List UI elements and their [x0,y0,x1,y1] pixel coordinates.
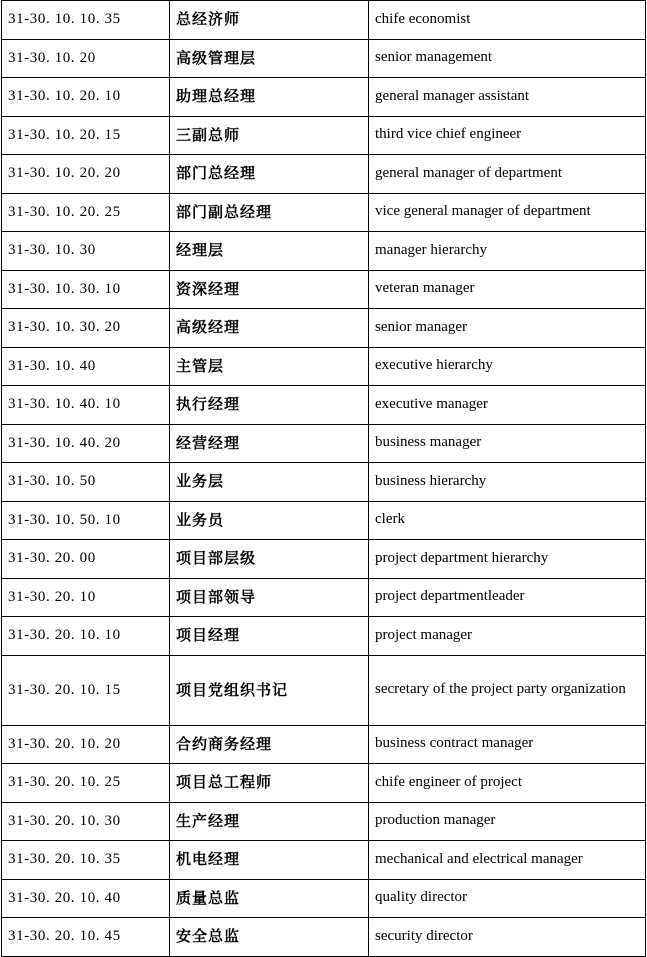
cell-english-term [369,155,646,194]
table-row [2,501,646,540]
cell-english-term [369,424,646,463]
english-text: project departmentleader [375,588,525,605]
english-text: quality director [375,889,468,906]
english-text: chife economist [375,10,471,27]
english-text: senior manager [375,318,468,335]
classification-code-table [1,0,646,957]
table-row [2,116,646,155]
english-text: chife engineer of project [375,773,523,790]
english-text: general manager of department [375,164,562,181]
cell-chinese-term: 助理总经理 [170,78,369,117]
english-text: mechanical and electrical manager [375,850,583,867]
english-text: executive manager [375,395,488,412]
english-text: business contract manager [375,735,534,752]
table-row [2,78,646,117]
cell-english-term [369,309,646,348]
cell-code: 31-30. 20. 10. 10 [2,617,170,656]
table-row [2,725,646,764]
english-text: executive hierarchy [375,357,493,374]
cell-chinese-term: 主管层 [170,347,369,386]
table-row [2,578,646,617]
cell-english-term [369,1,646,40]
english-text: third vice chief engineer [375,126,522,143]
cell-english-term [369,617,646,656]
table-row [2,1,646,40]
cell-code: 31-30. 10. 40. 10 [2,386,170,425]
cell-chinese-term: 安全总监 [170,918,369,957]
cell-chinese-term: 生产经理 [170,802,369,841]
table-row [2,841,646,880]
cell-english-term [369,802,646,841]
table-row [2,270,646,309]
english-text: vice general manager of department [375,203,591,220]
cell-chinese-term: 高级经理 [170,309,369,348]
cell-chinese-term: 资深经理 [170,270,369,309]
cell-english-term [369,578,646,617]
english-text: project department hierarchy [375,549,549,566]
cell-code: 31-30. 10. 40 [2,347,170,386]
english-text: secretary of the project party organization [375,681,626,698]
table-row [2,39,646,78]
cell-chinese-term: 三副总师 [170,116,369,155]
cell-code: 31-30. 10. 20 [2,39,170,78]
cell-english-term [369,270,646,309]
table-row [2,764,646,803]
cell-chinese-term: 业务员 [170,501,369,540]
cell-chinese-term: 项目部领导 [170,578,369,617]
cell-code: 31-30. 10. 40. 20 [2,424,170,463]
english-text: business manager [375,434,482,451]
cell-chinese-term: 部门副总经理 [170,193,369,232]
cell-code: 31-30. 10. 30. 20 [2,309,170,348]
cell-code: 31-30. 10. 10. 35 [2,1,170,40]
cell-english-term [369,725,646,764]
cell-chinese-term: 项目总工程师 [170,764,369,803]
cell-code: 31-30. 10. 50 [2,463,170,502]
table-row [2,918,646,957]
table-row [2,386,646,425]
table-row [2,463,646,502]
cell-code: 31-30. 20. 10. 45 [2,918,170,957]
cell-code: 31-30. 20. 10. 15 [2,655,170,725]
table-row [2,155,646,194]
table-row [2,309,646,348]
english-text: senior management [375,49,493,66]
cell-english-term [369,78,646,117]
table-row [2,347,646,386]
cell-chinese-term: 质量总监 [170,879,369,918]
table-row [2,232,646,271]
cell-code: 31-30. 10. 20. 10 [2,78,170,117]
cell-english-term [369,193,646,232]
cell-english-term [369,879,646,918]
cell-code: 31-30. 10. 20. 20 [2,155,170,194]
english-text: production manager [375,812,496,829]
cell-english-term [369,501,646,540]
table-row [2,617,646,656]
cell-chinese-term: 项目党组织书记 [170,655,369,725]
cell-code: 31-30. 10. 30 [2,232,170,271]
cell-code: 31-30. 10. 50. 10 [2,501,170,540]
cell-code: 31-30. 20. 00 [2,540,170,579]
english-text: manager hierarchy [375,241,488,258]
cell-english-term [369,386,646,425]
cell-english-term [369,655,646,725]
cell-chinese-term: 业务层 [170,463,369,502]
english-text: business hierarchy [375,472,487,489]
cell-chinese-term: 经营经理 [170,424,369,463]
cell-chinese-term: 部门总经理 [170,155,369,194]
cell-code: 31-30. 10. 30. 10 [2,270,170,309]
english-text: security director [375,927,473,944]
cell-english-term [369,841,646,880]
cell-english-term [369,764,646,803]
table-row [2,424,646,463]
cell-english-term [369,232,646,271]
cell-chinese-term: 执行经理 [170,386,369,425]
cell-chinese-term: 高级管理层 [170,39,369,78]
cell-chinese-term: 总经济师 [170,1,369,40]
cell-english-term [369,39,646,78]
cell-code: 31-30. 20. 10 [2,578,170,617]
table-row [2,540,646,579]
table-row [2,879,646,918]
english-text: project manager [375,626,473,643]
english-text: general manager assistant [375,87,530,104]
cell-chinese-term: 合约商务经理 [170,725,369,764]
cell-chinese-term: 经理层 [170,232,369,271]
cell-code: 31-30. 20. 10. 20 [2,725,170,764]
cell-code: 31-30. 10. 20. 15 [2,116,170,155]
table-body [2,1,646,957]
cell-english-term [369,918,646,957]
cell-code: 31-30. 20. 10. 35 [2,841,170,880]
table-row [2,655,646,725]
cell-code: 31-30. 20. 10. 40 [2,879,170,918]
cell-code: 31-30. 20. 10. 25 [2,764,170,803]
english-text: clerk [375,511,405,528]
cell-chinese-term: 项目部层级 [170,540,369,579]
english-text: veteran manager [375,280,475,297]
table-row [2,802,646,841]
cell-english-term [369,463,646,502]
cell-chinese-term: 机电经理 [170,841,369,880]
table-row [2,193,646,232]
cell-code: 31-30. 10. 20. 25 [2,193,170,232]
cell-english-term [369,116,646,155]
cell-code: 31-30. 20. 10. 30 [2,802,170,841]
cell-chinese-term: 项目经理 [170,617,369,656]
cell-english-term [369,347,646,386]
cell-english-term [369,540,646,579]
